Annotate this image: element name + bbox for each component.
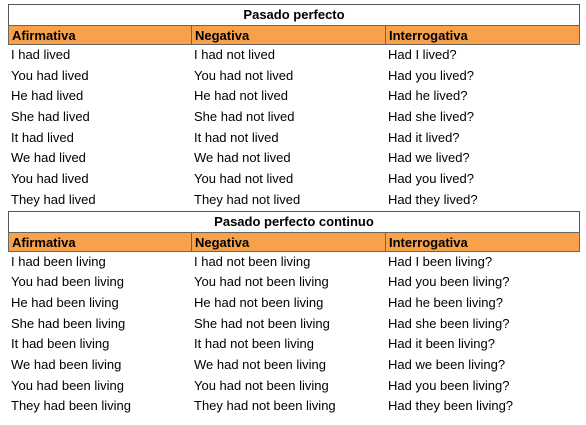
cell-afirmativa: You had been living	[11, 377, 125, 393]
table-row	[8, 334, 580, 355]
table-row	[8, 396, 580, 417]
cell-afirmativa: It had been living	[11, 336, 110, 352]
cell-negativa: He had not been living	[194, 294, 324, 310]
table-row	[8, 107, 580, 128]
table-row	[8, 355, 580, 376]
cell-afirmativa: You had lived	[11, 67, 89, 83]
cell-interrogativa: Had you lived?	[388, 67, 474, 83]
table-row	[8, 169, 580, 190]
cell-afirmativa: We had been living	[11, 356, 122, 372]
header-negativa: Negativa	[191, 232, 385, 252]
header-interrogativa: Interrogativa	[385, 25, 580, 45]
section-title: Pasado perfecto continuo	[8, 211, 580, 232]
table-row	[8, 86, 580, 107]
cell-negativa: We had not been living	[194, 356, 327, 372]
cell-afirmativa: She had been living	[11, 315, 126, 331]
cell-interrogativa: Had you been living?	[388, 377, 510, 393]
cell-afirmativa: They had been living	[11, 398, 131, 414]
cell-negativa: We had not lived	[194, 150, 291, 166]
table-row	[8, 314, 580, 335]
cell-afirmativa: You had been living	[11, 274, 125, 290]
cell-interrogativa: Had she been living?	[388, 315, 510, 331]
cell-interrogativa: Had it been living?	[388, 336, 495, 352]
section-title: Pasado perfecto	[8, 4, 580, 25]
cell-afirmativa: You had lived	[11, 171, 89, 187]
header-row	[8, 25, 580, 45]
cell-afirmativa: She had lived	[11, 109, 90, 125]
table-row	[8, 128, 580, 149]
cell-afirmativa: I had been living	[11, 253, 106, 269]
cell-afirmativa: It had lived	[11, 129, 74, 145]
cell-negativa: He had not lived	[194, 88, 288, 104]
cell-interrogativa: Had they been living?	[388, 398, 514, 414]
cell-interrogativa: Had she lived?	[388, 109, 474, 125]
cell-interrogativa: Had he been living?	[388, 294, 503, 310]
table-row	[8, 252, 580, 273]
table-row	[8, 148, 580, 169]
cell-negativa: They had not been living	[194, 398, 336, 414]
cell-interrogativa: Had they lived?	[388, 191, 478, 207]
cell-interrogativa: Had I been living?	[388, 253, 493, 269]
header-interrogativa: Interrogativa	[385, 232, 580, 252]
cell-negativa: They had not lived	[194, 191, 301, 207]
cell-negativa: I had not been living	[194, 253, 311, 269]
header-afirmativa: Afirmativa	[8, 232, 191, 252]
cell-interrogativa: Had we been living?	[388, 356, 506, 372]
table-row	[8, 272, 580, 293]
table-row	[8, 293, 580, 314]
section-pasado-perfecto-continuo	[8, 211, 580, 418]
section-pasado-perfecto	[8, 4, 580, 211]
cell-negativa: You had not lived	[194, 67, 294, 83]
cell-negativa: It had not lived	[194, 129, 279, 145]
cell-afirmativa: They had lived	[11, 191, 96, 207]
table-row	[8, 376, 580, 397]
header-row	[8, 232, 580, 252]
table-row	[8, 190, 580, 211]
cell-interrogativa: Had we lived?	[388, 150, 470, 166]
cell-negativa: She had not lived	[194, 109, 295, 125]
cell-interrogativa: Had I lived?	[388, 47, 457, 62]
cell-interrogativa: Had he lived?	[388, 88, 468, 104]
conjugation-tables	[8, 4, 580, 417]
cell-negativa: You had not lived	[194, 171, 294, 187]
cell-interrogativa: Had you been living?	[388, 274, 510, 290]
table-row	[8, 45, 580, 66]
cell-negativa: You had not been living	[194, 377, 329, 393]
cell-negativa: I had not lived	[194, 47, 275, 62]
cell-negativa: She had not been living	[194, 315, 330, 331]
cell-negativa: It had not been living	[194, 336, 314, 352]
cell-interrogativa: Had you lived?	[388, 171, 474, 187]
header-negativa: Negativa	[191, 25, 385, 45]
cell-afirmativa: I had lived	[11, 47, 71, 62]
cell-afirmativa: He had been living	[11, 294, 119, 310]
cell-afirmativa: We had lived	[11, 150, 86, 166]
cell-interrogativa: Had it lived?	[388, 129, 460, 145]
table-row	[8, 66, 580, 87]
header-afirmativa: Afirmativa	[8, 25, 191, 45]
cell-afirmativa: He had lived	[11, 88, 84, 104]
cell-negativa: You had not been living	[194, 274, 329, 290]
